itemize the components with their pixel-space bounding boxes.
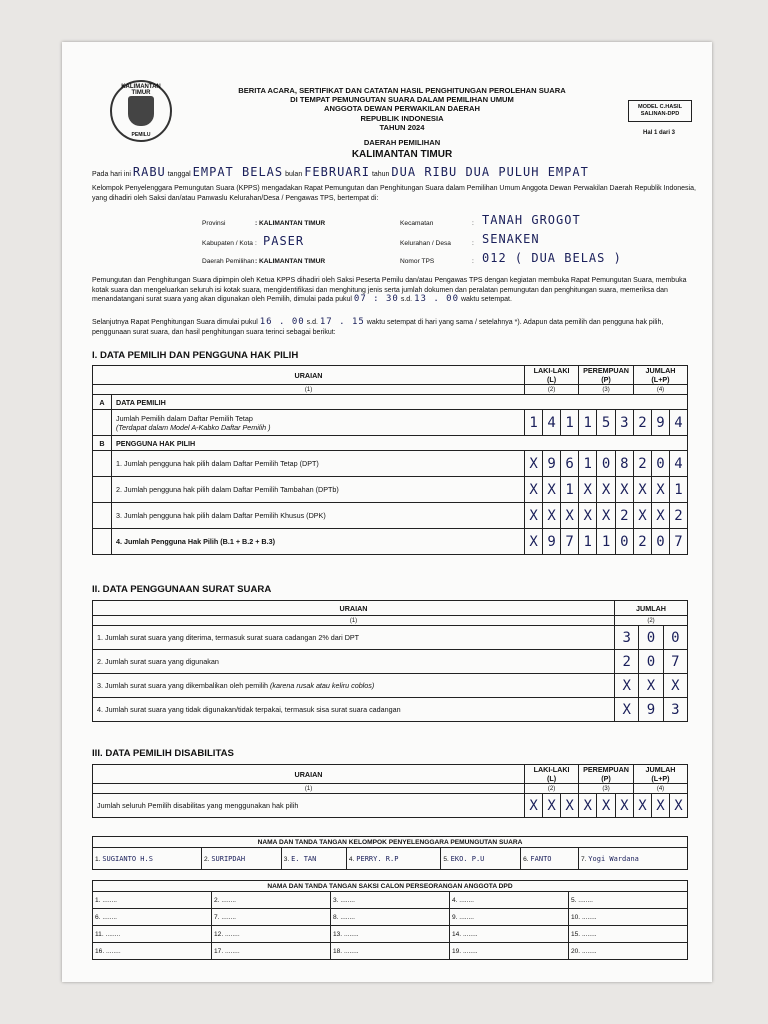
digit-cell: 7 — [663, 650, 687, 674]
colon: : — [255, 240, 257, 247]
intro-line — [92, 165, 702, 180]
sig-dots: ........ — [102, 913, 117, 921]
digit-cell: 1 — [597, 529, 615, 555]
saksi-cell — [449, 892, 568, 909]
row-label: 4. Jumlah Pengguna Hak Pilih (B.1 + B.2 + B.3) — [112, 529, 525, 555]
sig-number: 2. — [203, 855, 210, 863]
saksi-signature-table — [92, 880, 688, 960]
label: tahun — [371, 171, 390, 178]
sig-number: 12. — [213, 930, 224, 938]
time-start: 16 . 00 — [259, 317, 305, 327]
digit-cell: X — [579, 503, 597, 529]
digit-cell: X — [615, 698, 639, 722]
digit-cell: X — [543, 794, 561, 818]
label: s.d. — [400, 296, 413, 304]
digit-cell: 3 — [615, 626, 639, 650]
bulan-value: FEBRUARI — [304, 165, 370, 179]
sig-number: 10. — [570, 913, 581, 921]
sig-dots: ........ — [578, 896, 593, 904]
row-label: 3. Jumlah pengguna hak pilih dalam Daftar Pemilih Khusus (DPK) — [112, 503, 525, 529]
digit-cell: 9 — [639, 698, 663, 722]
time-end: 13 . 00 — [414, 294, 459, 305]
digit-cell: 0 — [663, 626, 687, 650]
dapil-heading — [222, 138, 582, 160]
digit-cell: X — [634, 477, 652, 503]
saksi-cell — [211, 909, 330, 926]
body-text: Selanjutnya Rapat Penghitungan Suara dimulai pukul — [92, 319, 258, 326]
saksi-cell — [568, 926, 687, 943]
digit-cell: 1 — [579, 410, 597, 436]
digit-cell: X — [652, 477, 670, 503]
row-label-text: 3. Jumlah surat suara yang dikembalikan oleh pemilih — [97, 681, 268, 690]
sig-dots: ........ — [462, 947, 478, 955]
col-uraian: URAIAN — [93, 601, 615, 616]
saksi-cell — [330, 909, 449, 926]
sig-name: E. TAN — [291, 854, 317, 863]
sig-number: 6. — [523, 855, 529, 863]
digit-cell: 6 — [561, 451, 579, 477]
digit-cell: 5 — [597, 410, 615, 436]
sig-dots: ........ — [581, 947, 597, 955]
sig-number: 5. — [570, 896, 577, 904]
saksi-cell — [330, 943, 449, 960]
sig-number: 7. — [580, 855, 587, 863]
digit-cell: X — [634, 503, 652, 529]
digit-cell: 9 — [543, 451, 561, 477]
digit-cell: 0 — [597, 451, 615, 477]
signature-cell — [441, 848, 521, 870]
signature-cell — [93, 848, 202, 870]
digit-cell: 2 — [615, 650, 639, 674]
digit-cell: X — [525, 529, 543, 555]
row-letter: B — [93, 436, 112, 451]
intro-paragraph: Kelompok Penyelenggara Pemungutan Suara (KPPS) mengadakan Rapat Pemungutan dan Penghitungan Suara dalam Pemilihan Umum Anggota Dewan Perwakilan Daerah Republik Indonesia, yang dihadiri oleh Saksi dan/atau Panwaslu Kelurahan/Desa / Pengawas TPS, bertempat di: — [92, 185, 696, 202]
colon: : — [472, 258, 474, 265]
row-label-note: (karena rusak atau keliru coblos) — [270, 681, 375, 690]
label: tanggal — [167, 171, 191, 178]
dapil-name: KALIMANTAN TIMUR — [351, 149, 453, 160]
digit-cell: 2 — [634, 410, 652, 436]
sig-dots: ........ — [102, 896, 117, 904]
digit-cell: X — [615, 794, 633, 818]
title-line: REPUBLIK INDONESIA — [360, 113, 444, 123]
sig-dots: ........ — [462, 930, 478, 938]
digit-cell: 3 — [663, 698, 687, 722]
digit-cell: 4 — [543, 410, 561, 436]
digit-cell: 4 — [670, 451, 688, 477]
digit-cell: 0 — [652, 451, 670, 477]
sig-dots: ........ — [340, 913, 355, 921]
row-label: 1. Jumlah surat suara yang diterima, termasuk surat suara cadangan 2% dari DPT — [93, 626, 615, 650]
saksi-cell — [568, 943, 687, 960]
title-line: ANGGOTA DEWAN PERWAKILAN DAERAH — [324, 104, 480, 114]
body-text: waktu setempat di hari yang sama / setelahnya *). Adapun data pemilih dan pengguna hak pilih, penggunaan surat suara, dan hasil penghitungan suara terinci sebagai berikut: — [92, 319, 664, 336]
model-badge: MODEL C.HASIL SALINAN-DPD — [628, 100, 692, 122]
section-2-title: II. DATA PENGGUNAAN SURAT SUARA — [92, 584, 272, 595]
digit-cell: 0 — [639, 626, 663, 650]
row-label: 2. Jumlah pengguna hak pilih dalam Daftar Pemilih Tambahan (DPTb) — [112, 477, 525, 503]
col-uraian: URAIAN — [93, 366, 525, 385]
digit-cell: 1 — [670, 477, 688, 503]
sig-number: 19. — [451, 947, 462, 955]
sig-name: FANTO — [530, 854, 552, 863]
col-jumlah: JUMLAH (L+P) — [634, 366, 688, 385]
row-heading: DATA PEMILIH — [112, 395, 688, 410]
col-number: (2) — [525, 784, 579, 794]
signature-title: NAMA DAN TANDA TANGAN KELOMPOK PENYELENGGARA PEMUNGUTAN SUARA — [93, 837, 688, 848]
kpps-signature-table — [92, 836, 688, 870]
digit-cell: X — [670, 794, 688, 818]
digit-cell: X — [561, 503, 579, 529]
row-label: 2. Jumlah surat suara yang digunakan — [93, 650, 615, 674]
saksi-cell — [211, 926, 330, 943]
saksi-cell — [211, 892, 330, 909]
sig-number: 3. — [283, 855, 290, 863]
row-label — [93, 674, 615, 698]
seal-top-text: KALIMANTAN TIMUR — [121, 84, 161, 96]
saksi-cell — [330, 892, 449, 909]
sig-number: 6. — [95, 913, 101, 921]
col-number: (3) — [579, 784, 634, 794]
digit-cell: X — [543, 477, 561, 503]
colon: : — [472, 240, 474, 247]
digit-cell: X — [663, 674, 687, 698]
digit-cell: X — [525, 794, 543, 818]
digit-cell: 0 — [615, 529, 633, 555]
signature-cell — [281, 848, 346, 870]
digit-cell: X — [615, 477, 633, 503]
col-laki: LAKI-LAKI (L) — [525, 765, 579, 784]
kecamatan-label: Kecamatan — [400, 220, 434, 227]
saksi-cell — [449, 909, 568, 926]
row-letter: A — [93, 395, 112, 410]
sig-dots: ........ — [221, 896, 236, 904]
sig-dots: ........ — [581, 913, 597, 921]
provinsi-value: : KALIMANTAN TIMUR — [255, 220, 326, 227]
section-1-title: I. DATA PEMILIH DAN PENGGUNA HAK PILIH — [92, 350, 299, 361]
saksi-cell — [211, 943, 330, 960]
sig-dots: ........ — [225, 930, 240, 938]
digit-cell: X — [652, 794, 670, 818]
col-number: (2) — [615, 616, 688, 626]
sig-number: 13. — [332, 930, 343, 938]
dapil-label: Daerah Pemilihan — [202, 258, 255, 265]
digit-cell: X — [597, 503, 615, 529]
col-number: (2) — [525, 385, 579, 395]
row-label-note: (Terdapat dalam Model A-Kabko Daftar Pemilih ) — [116, 422, 271, 432]
digit-cell: 1 — [525, 410, 543, 436]
digit-cell: 0 — [639, 650, 663, 674]
col-perempuan: PEREMPUAN (P) — [579, 366, 634, 385]
saksi-title: NAMA DAN TANDA TANGAN SAKSI CALON PERSEORANGAN ANGGOTA DPD — [93, 881, 688, 892]
row-label: 1. Jumlah pengguna hak pilih dalam Daftar Pemilih Tetap (DPT) — [112, 451, 525, 477]
body-text: waktu setempat. — [460, 296, 512, 304]
digit-cell: 7 — [561, 529, 579, 555]
saksi-cell — [449, 943, 568, 960]
sig-dots: ........ — [459, 913, 474, 921]
body-paragraph-1 — [92, 276, 700, 305]
digit-cell: X — [579, 794, 597, 818]
title-line: BERITA ACARA, SERTIFIKAT DAN CATATAN HASIL PENGHITUNGAN PEROLEHAN SUARA — [238, 86, 566, 95]
digit-cell: 2 — [615, 503, 633, 529]
kelurahan-label: Kelurahan / Desa — [400, 240, 451, 247]
digit-cell: X — [525, 503, 543, 529]
digit-cell: 9 — [543, 529, 561, 555]
digit-cell: 2 — [634, 529, 652, 555]
digit-cell: X — [561, 794, 579, 818]
provinsi-label: Provinsi — [202, 220, 226, 227]
sig-name: PERRY. R.P — [356, 854, 399, 863]
digit-cell: 2 — [634, 451, 652, 477]
page-number: Hal 1 dari 3 — [642, 130, 675, 136]
sig-number: 1. — [95, 896, 101, 904]
sig-number: 20. — [570, 947, 581, 955]
seal-bottom-text: PEMILU — [131, 132, 151, 138]
label: bulan — [285, 171, 303, 178]
sig-number: 7. — [213, 913, 220, 921]
sig-number: 11. — [95, 930, 104, 938]
saksi-cell — [93, 943, 212, 960]
digit-cell: X — [525, 477, 543, 503]
body-paragraph-2 — [92, 318, 700, 337]
digit-cell: X — [597, 477, 615, 503]
disabilitas-table — [92, 764, 688, 818]
tps-value: 012 ( DUA BELAS ) — [482, 251, 622, 265]
col-laki: LAKI-LAKI (L) — [525, 366, 579, 385]
saksi-cell — [449, 926, 568, 943]
colon: : — [472, 220, 474, 227]
title-line: DI TEMPAT PEMUNGUTAN SUARA DALAM PEMILIHAN UMUM — [290, 95, 514, 105]
saksi-cell — [93, 926, 212, 943]
col-perempuan: PEREMPUAN (P) — [579, 765, 634, 784]
saksi-cell — [568, 892, 687, 909]
digit-cell: 1 — [561, 410, 579, 436]
digit-cell: X — [579, 477, 597, 503]
sig-number: 15. — [570, 930, 581, 938]
sig-dots: ........ — [106, 947, 121, 955]
time-start: 07 : 30 — [353, 294, 399, 305]
col-number: (4) — [634, 784, 688, 794]
digit-cell: 1 — [579, 451, 597, 477]
digit-cell: X — [634, 794, 652, 818]
sig-number: 14. — [451, 930, 462, 938]
signature-cell — [201, 848, 281, 870]
sig-number: 1. — [95, 855, 101, 863]
sig-number: 5. — [443, 855, 449, 863]
digit-cell: X — [615, 674, 639, 698]
saksi-cell — [93, 892, 212, 909]
saksi-cell — [568, 909, 687, 926]
signature-cell — [521, 848, 579, 870]
digit-cell: X — [525, 451, 543, 477]
kabupaten-label: Kabupaten / Kota — [202, 240, 253, 247]
digit-cell: 7 — [670, 529, 688, 555]
document-page — [62, 42, 712, 982]
row-label: 4. Jumlah surat suara yang tidak digunakan/tidak terpakai, termasuk sisa surat suara cadangan — [93, 698, 615, 722]
section-3-title: III. DATA PEMILIH DISABILITAS — [92, 748, 234, 759]
col-number: (1) — [93, 385, 525, 395]
row-label: Jumlah seluruh Pemilih disabilitas yang menggunakan hak pilih — [93, 794, 525, 818]
sig-name: SUGIANTO H.S — [102, 854, 153, 863]
digit-cell: 9 — [652, 410, 670, 436]
digit-cell: 1 — [579, 529, 597, 555]
digit-cell: X — [597, 794, 615, 818]
kelurahan-value: SENAKEN — [482, 232, 540, 246]
signature-cell — [346, 848, 440, 870]
sig-dots: ........ — [105, 930, 121, 938]
tanggal-value: EMPAT BELAS — [192, 165, 284, 179]
kabupaten-value: PASER — [263, 234, 305, 248]
col-jumlah: JUMLAH — [615, 601, 688, 616]
digit-cell: 4 — [670, 410, 688, 436]
sig-dots: ........ — [340, 896, 355, 904]
col-jumlah: JUMLAH (L+P) — [634, 765, 688, 784]
digit-cell: 3 — [615, 410, 633, 436]
hari-value: RABU — [132, 165, 166, 179]
sig-dots: ........ — [581, 930, 597, 938]
digit-cell: 1 — [561, 477, 579, 503]
col-number: (1) — [93, 784, 525, 794]
sig-name: SURIPDAH — [211, 854, 246, 863]
col-number: (3) — [579, 385, 634, 395]
sig-name: Yogi Wardana — [588, 854, 639, 863]
saksi-cell — [330, 926, 449, 943]
row-label-line: Jumlah Pemilih dalam Daftar Pemilih Tetap — [116, 413, 253, 423]
dapil-value: : KALIMANTAN TIMUR — [255, 258, 326, 265]
dapil-label: DAERAH PEMILIHAN — [363, 138, 441, 147]
digit-cell: 8 — [615, 451, 633, 477]
pemilih-table — [92, 365, 688, 555]
label: s.d. — [306, 319, 318, 326]
digit-cell: X — [543, 503, 561, 529]
time-end: 17 . 15 — [319, 317, 365, 327]
tps-label: Nomor TPS — [400, 258, 435, 265]
surat-suara-table — [92, 600, 688, 722]
tahun-value: DUA RIBU DUA PULUH EMPAT — [391, 165, 589, 179]
sig-dots: ........ — [343, 930, 359, 938]
title-line: TAHUN 2024 — [379, 122, 425, 132]
sig-name: EKO. P.U — [450, 854, 485, 863]
label: Pada hari ini — [92, 171, 131, 178]
sig-number: 4. — [348, 855, 355, 863]
kpu-seal-logo — [110, 80, 172, 142]
sig-number: 17. — [213, 947, 224, 955]
sig-dots: ........ — [459, 896, 474, 904]
sig-number: 8. — [332, 913, 339, 921]
sig-number: 4. — [451, 896, 458, 904]
body-text: Pemungutan dan Penghitungan Suara dipimpin oleh Ketua KPPS dihadiri oleh Saksi Peserta Pemilu dan/atau Pengawas TPS dengan kegiatan membuka Rapat Pemungutan Suara, membuka kotak suara dan mengeluarkan seluruh isi kotak suara, mengidentifikasi dan menghitung jenis serta jumlah dokumen dan peralatan pemungutan dan penghitungan suara, memeriksa dan menandatangani surat suara yang akan digunakan oleh Pemilih, dimulai pada pukul — [92, 277, 687, 304]
digit-cell: X — [652, 503, 670, 529]
document-title — [222, 86, 582, 132]
sig-number: 3. — [332, 896, 339, 904]
saksi-cell — [93, 909, 212, 926]
digit-cell: 2 — [670, 503, 688, 529]
kecamatan-value: TANAH GROGOT — [482, 213, 581, 227]
digit-cell: X — [639, 674, 663, 698]
sig-number: 2. — [213, 896, 220, 904]
sig-dots: ........ — [343, 947, 359, 955]
row-label — [112, 410, 525, 436]
sig-number: 16. — [95, 947, 105, 955]
row-heading: PENGGUNA HAK PILIH — [112, 436, 688, 451]
signature-cell — [578, 848, 687, 870]
col-number: (1) — [93, 616, 615, 626]
sig-dots: ........ — [225, 947, 240, 955]
sig-number: 9. — [451, 913, 458, 921]
shield-icon — [128, 96, 154, 126]
col-uraian: URAIAN — [93, 765, 525, 784]
sig-number: 18. — [332, 947, 343, 955]
sig-dots: ........ — [221, 913, 236, 921]
col-number: (4) — [634, 385, 688, 395]
digit-cell: 0 — [652, 529, 670, 555]
